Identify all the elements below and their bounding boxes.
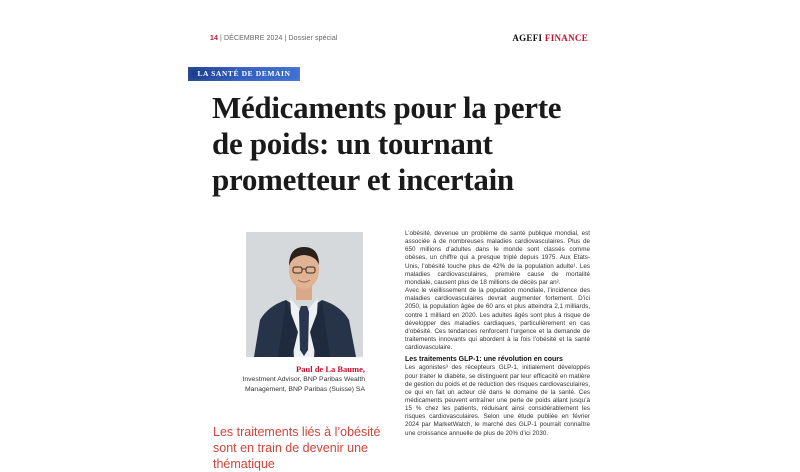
paragraph-3: Les agonistes³ des récepteurs GLP-1, initialement développés pour traiter le diabète, se distinguent par leur efficacité en matière de gestion du poids et de réduction des risques cardiovasculaires, ce qui en fait un acteur clé dans le domaine de la santé. Ces médicaments peuvent entraîner une perte de poids allant jusqu’à 15 % chez les patients, réduisant ainsi considérablement les risques cardiovasculaires. Selon une étude publiée en février 2024 par MarketWatch, le marché des GLP-1 pourrait connaître une croissance annuelle de plus de 20% d’ici 2030. (405, 364, 590, 437)
paragraph-2: Avec le vieillissement de la population mondiale, l’incidence des maladies cardiovasculaires devrait augmenter fortement. D’ici 2050, la population âgée de 60 ans et plus atteindra 2,1 milliards, contre 1 milliard en 2020. Les adultes âgés sont plus à risque de développer des maladies cardiaques, particulièrement en cas d’obésité. Ces tendances renforcent l’urgence et la demande de traitements innovants qui abordent à la fois l’obésité et la santé cardiovasculaire. (405, 287, 590, 352)
author-name: Paul de La Baume, (296, 364, 365, 374)
brand-finance: FINANCE (542, 33, 588, 43)
author-portrait-image (246, 232, 363, 357)
article-title: Médicaments pour la perte de poids: un tournant prometteur et incertain (212, 90, 562, 197)
author-role: Investment Advisor, BNP Paribas Wealth Management, BNP Paribas (Suisse) SA (242, 376, 365, 393)
paragraph-1: L’obésité, devenue un problème de santé publique mondial, est associée à de nombreuses maladies cardiovasculaires. Plus de 650 millions d’adultes dans le monde sont classés comme obèses, un chiffre qui a presque triplé depuis 1975. Aux Etats-Unis, l’obésité touche plus de 42% de la population adulte¹. Les maladies cardiovasculaires, première cause de mortalité mondiale, causent plus de 18 millions de décès par an². (405, 230, 590, 286)
author-photo (246, 232, 363, 357)
page-header (210, 35, 337, 42)
pull-quote: Les traitements liés à l’obésité sont en train de devenir une thématique (213, 425, 381, 471)
author-credit (215, 364, 365, 395)
section-rubric: LA SANTÉ DE DEMAIN (188, 67, 300, 81)
brand-logo (512, 33, 588, 43)
article-body (405, 230, 590, 438)
brand-agefi: AGEFI (512, 33, 543, 43)
header-info: | DÉCEMBRE 2024 | Dossier spécial (218, 35, 338, 42)
subheading-glp1: Les traitements GLP-1: une révolution en cours (405, 356, 563, 364)
page-number: 14 (210, 35, 218, 42)
